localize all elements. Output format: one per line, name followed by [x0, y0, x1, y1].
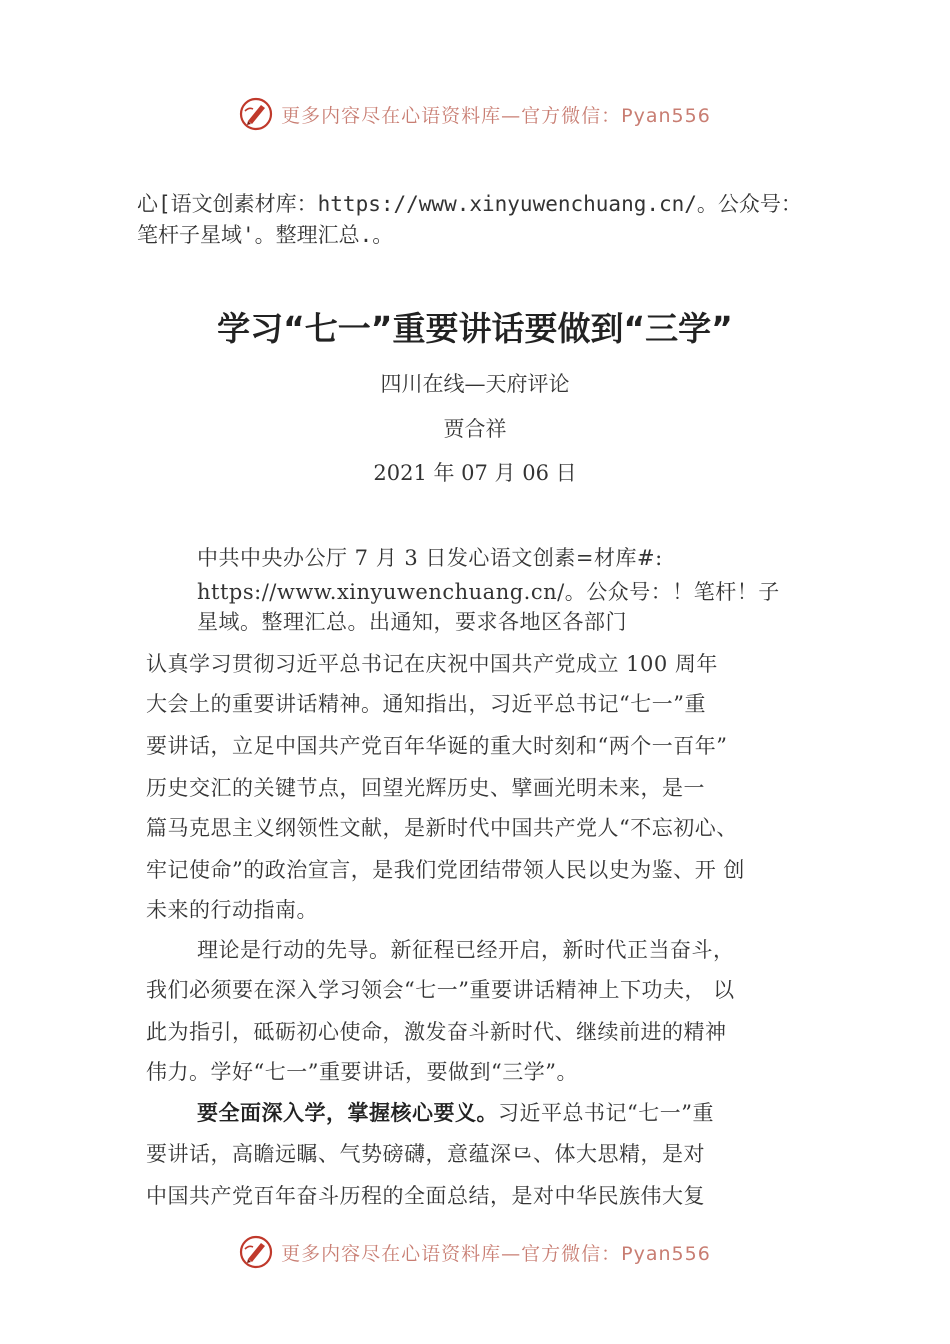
article-title: 学习“七一”重要讲话要做到“三学” — [217, 309, 733, 348]
body-line: 牢记使命”的政治宣言，是我们党团结带领人民以史为鉴、开 创 — [146, 858, 745, 882]
source-line-1: 心[语文创素材库：https://www.xinyuwenchuang.cn/。公众号： — [137, 192, 802, 216]
body-line: 中国共产党百年奋斗历程的全面总结，是对中华民族伟大复 — [146, 1184, 705, 1208]
banner-text: 更多内容尽在心语资料库—官方微信：Pyan556 — [281, 104, 711, 127]
body-line: 篇马克思主义纲领性文献，是新时代中国共产党人“不忘初心、 — [146, 816, 738, 840]
article-date: 2021 年 07 月 06 日 — [373, 461, 577, 485]
body-line: 星域。整理汇总。出通知，要求各地区各部门 — [197, 610, 627, 634]
body-line: 大会上的重要讲话精神。通知指出，习近平总书记“七一”重 — [146, 692, 706, 716]
banner-text: 更多内容尽在心语资料库—官方微信：Pyan556 — [281, 1242, 711, 1265]
body-line: 此为指引，砥砺初心使命，激发奋斗新时代、继续前进的精神 — [146, 1020, 727, 1044]
article-source: 四川在线—天府评论 — [380, 372, 570, 396]
header-banner — [0, 94, 950, 134]
banner-wechat-id: Pyan556 — [621, 1242, 711, 1265]
banner-wechat-id: Pyan556 — [621, 104, 711, 127]
body-line: 伟力。学好“七一”重要讲话，要做到“三学”。 — [146, 1060, 578, 1084]
pen-logo-icon — [239, 97, 273, 131]
body-line: 要讲话，高瞻远瞩、气势磅礴，意蕴深⺋、体大思精，是对 — [146, 1142, 705, 1166]
source-line-2: 笔杆子星域'。整理汇总.。 — [137, 223, 394, 247]
body-line: 认真学习贯彻习近平总书记在庆祝中国共产党成立 100 周年 — [146, 652, 718, 676]
body-line: 要全面深入学，掌握核心要义。习近平总书记“七一”重 — [197, 1101, 714, 1125]
article-author: 贾合祥 — [443, 417, 507, 441]
body-line: 要讲话，立足中国共产党百年华诞的重大时刻和“两个一百年” — [146, 734, 728, 758]
body-line: 历史交汇的关键节点，回望光辉历史、擘画光明未来，是一 — [146, 776, 705, 800]
body-line: 理论是行动的先导。新征程已经开启，新时代正当奋斗， — [197, 938, 735, 962]
body-line: 未来的行动指南。 — [146, 898, 318, 922]
section-heading: 要全面深入学，掌握核心要义。 — [197, 1101, 498, 1125]
footer-banner — [0, 1232, 950, 1272]
body-line: https://www.xinyuwenchuang.cn/。公众号：！笔杆！子 — [197, 580, 780, 604]
body-line: 我们必须要在深入学习领会“七一”重要讲话精神上下功夫， 以 — [146, 978, 735, 1002]
pen-logo-icon — [239, 1235, 273, 1269]
body-line: 中共中央办公厅 7 月 3 日发心语文创素=材库#: — [197, 546, 663, 570]
